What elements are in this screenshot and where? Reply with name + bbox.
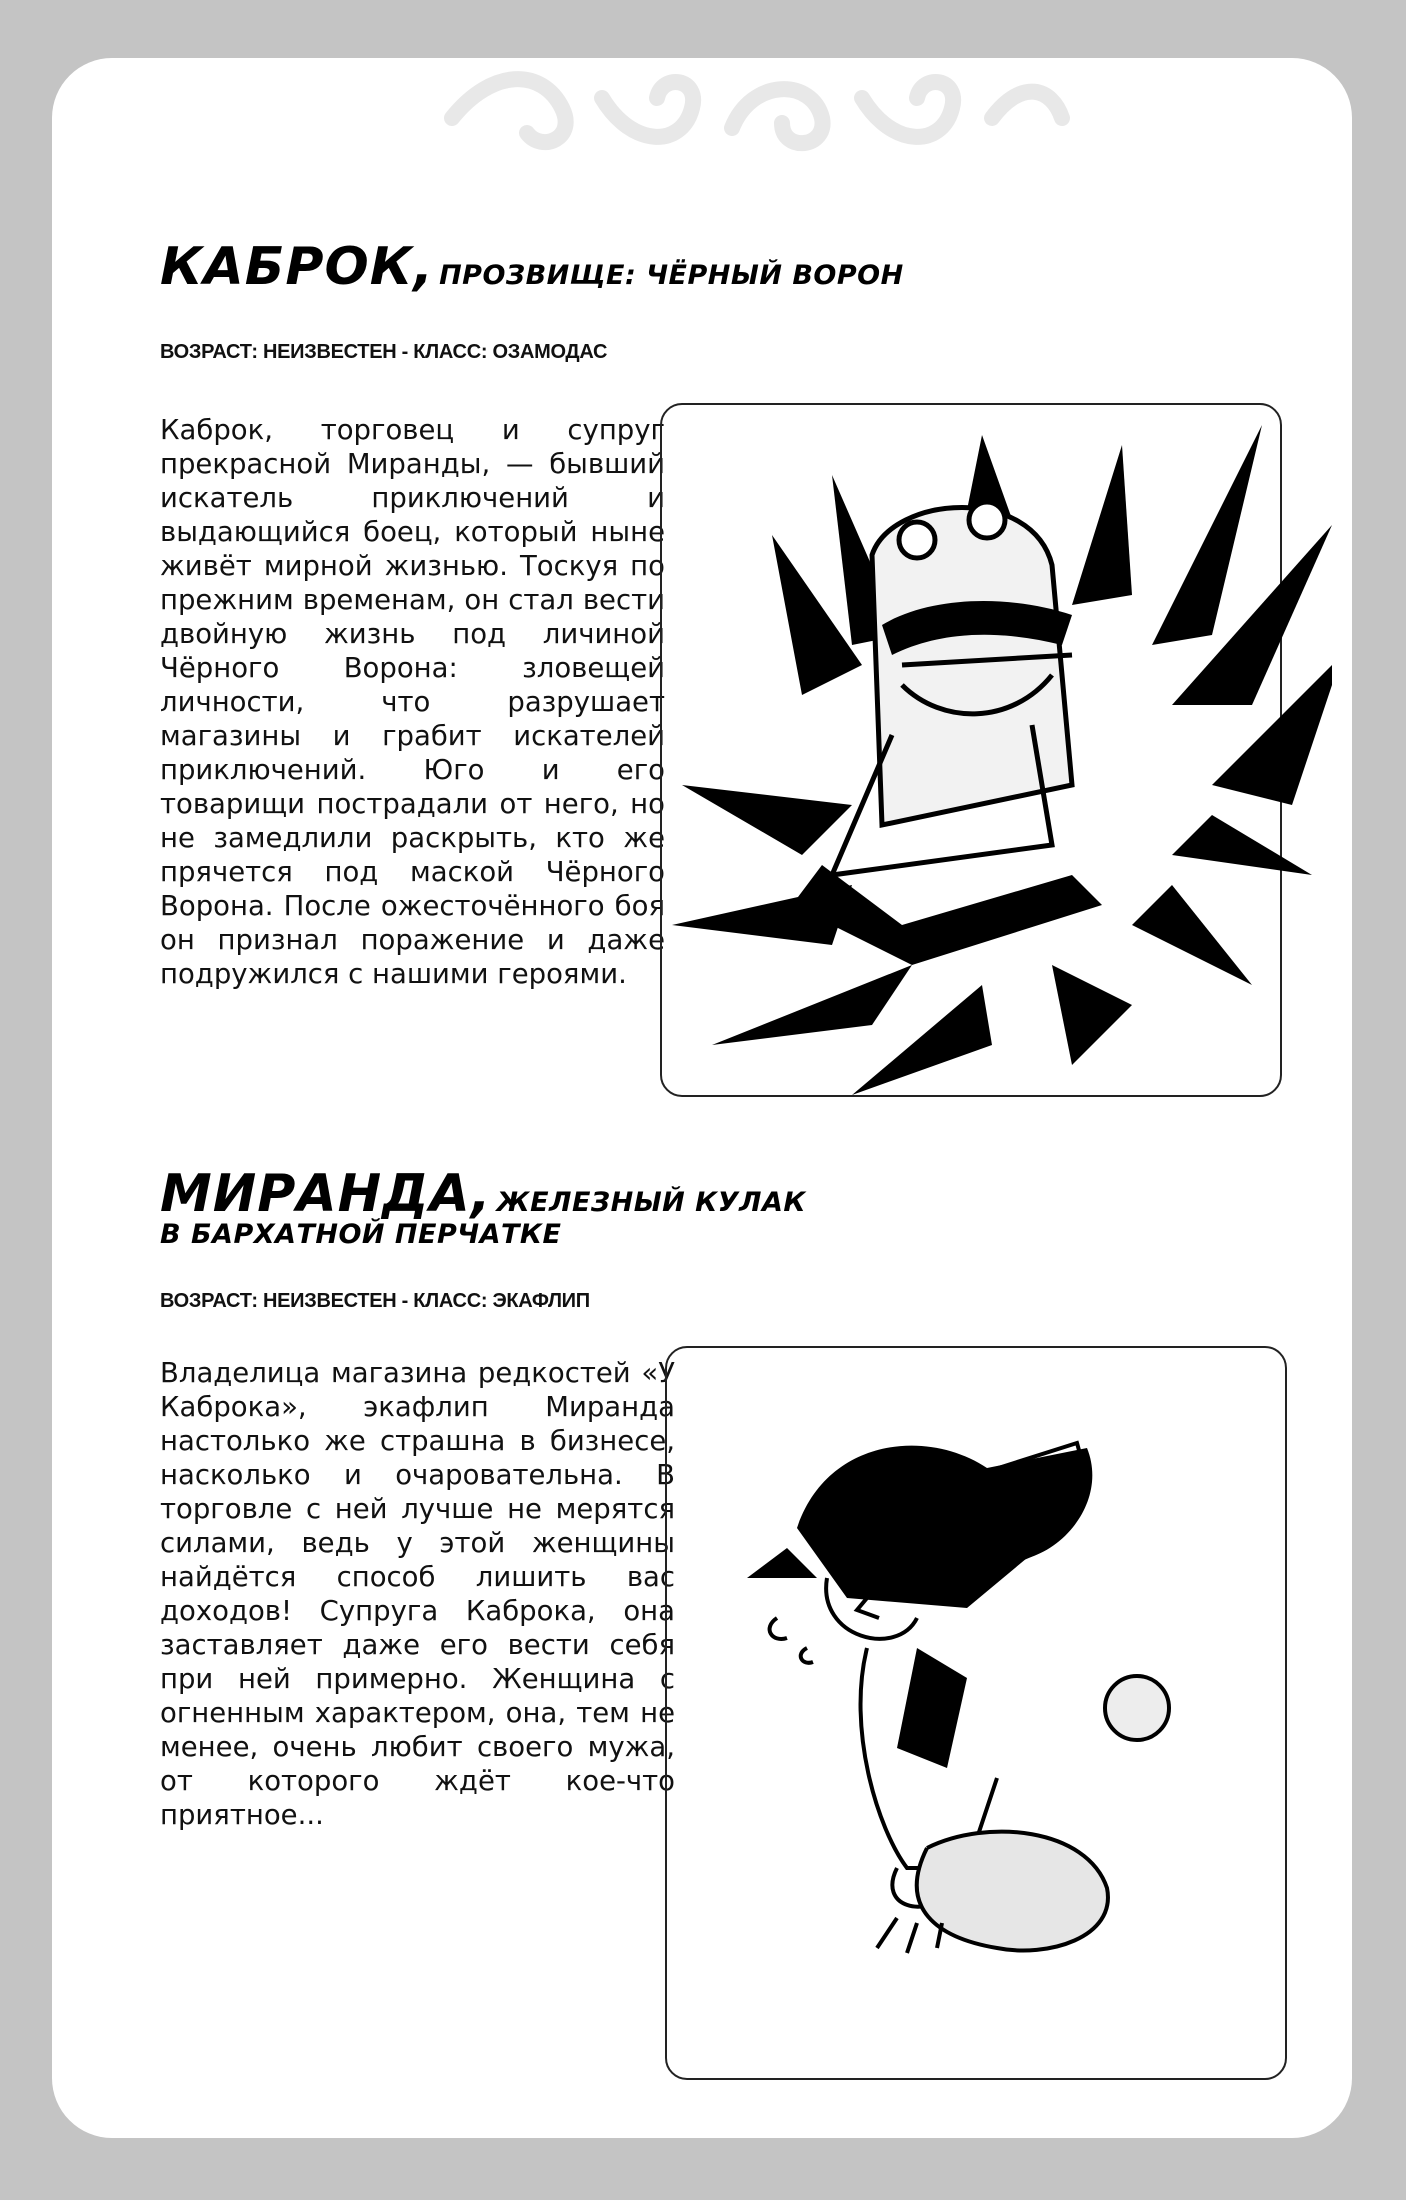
kabrok-subtitle: ПРОЗВИЩЕ: ЧЁРНЫЙ ВОРОН bbox=[439, 260, 904, 291]
kabrok-meta: ВОЗРАСТ: НЕИЗВЕСТЕН - КЛАСС: ОЗАМОДАС bbox=[160, 341, 608, 363]
miranda-meta: ВОЗРАСТ: НЕИЗВЕСТЕН - КЛАСС: ЭКАФЛИП bbox=[160, 1290, 590, 1312]
miranda-subtitle-line1: ЖЕЛЕЗНЫЙ КУЛАК bbox=[496, 1187, 806, 1218]
miranda-bio: Владелица магазина редкостей «У Каброка», экафлип Миранда настолько же страшна в бизнесе, насколько и очаровательна. В торговле с ней лучше не мерятся силами, ведь у этой женщины найдётся способ лишить вас доходов! Супруга Каброка, она заставляет даже его вести себя при ней примерно. Женщина с огненным характером, она, тем не менее, очень любит своего мужа, от которого ждёт кое-что приятное... bbox=[160, 1357, 675, 1831]
page-card bbox=[52, 58, 1352, 2138]
miranda-heading bbox=[160, 1164, 806, 1224]
miranda-name: МИРАНДА, bbox=[160, 1164, 492, 1224]
kabrok-illustration-frame bbox=[660, 403, 1282, 1097]
miranda-subtitle-line2: В БАРХАТНОЙ ПЕРЧАТКЕ bbox=[160, 1219, 562, 1250]
kabrok-bio: Каброк, торговец и супруг прекрасной Миранды, — бывший искатель приключений и выдающийся боец, который ныне живёт мирной жизнью. Тоскуя по прежним временам, он стал вести двойную жизнь под личиной Чёрного Ворона: зловещей личности, что разрушает магазины и грабит искателей приключений. Юго и его товарищи пострадали от него, но не замедлили раскрыть, кто же прячется под маской Чёрного Ворона. После ожесточённого боя он признал поражение и даже подружился с нашими героями. bbox=[160, 414, 665, 990]
swirl-ornament-icon bbox=[432, 58, 1072, 178]
miranda-illustration-icon bbox=[667, 1348, 1285, 2078]
black-crow-illustration-icon bbox=[652, 405, 1332, 1095]
kabrok-name: КAБРОК, bbox=[160, 237, 434, 297]
kabrok-heading bbox=[160, 237, 904, 297]
miranda-illustration-frame bbox=[665, 1346, 1287, 2080]
